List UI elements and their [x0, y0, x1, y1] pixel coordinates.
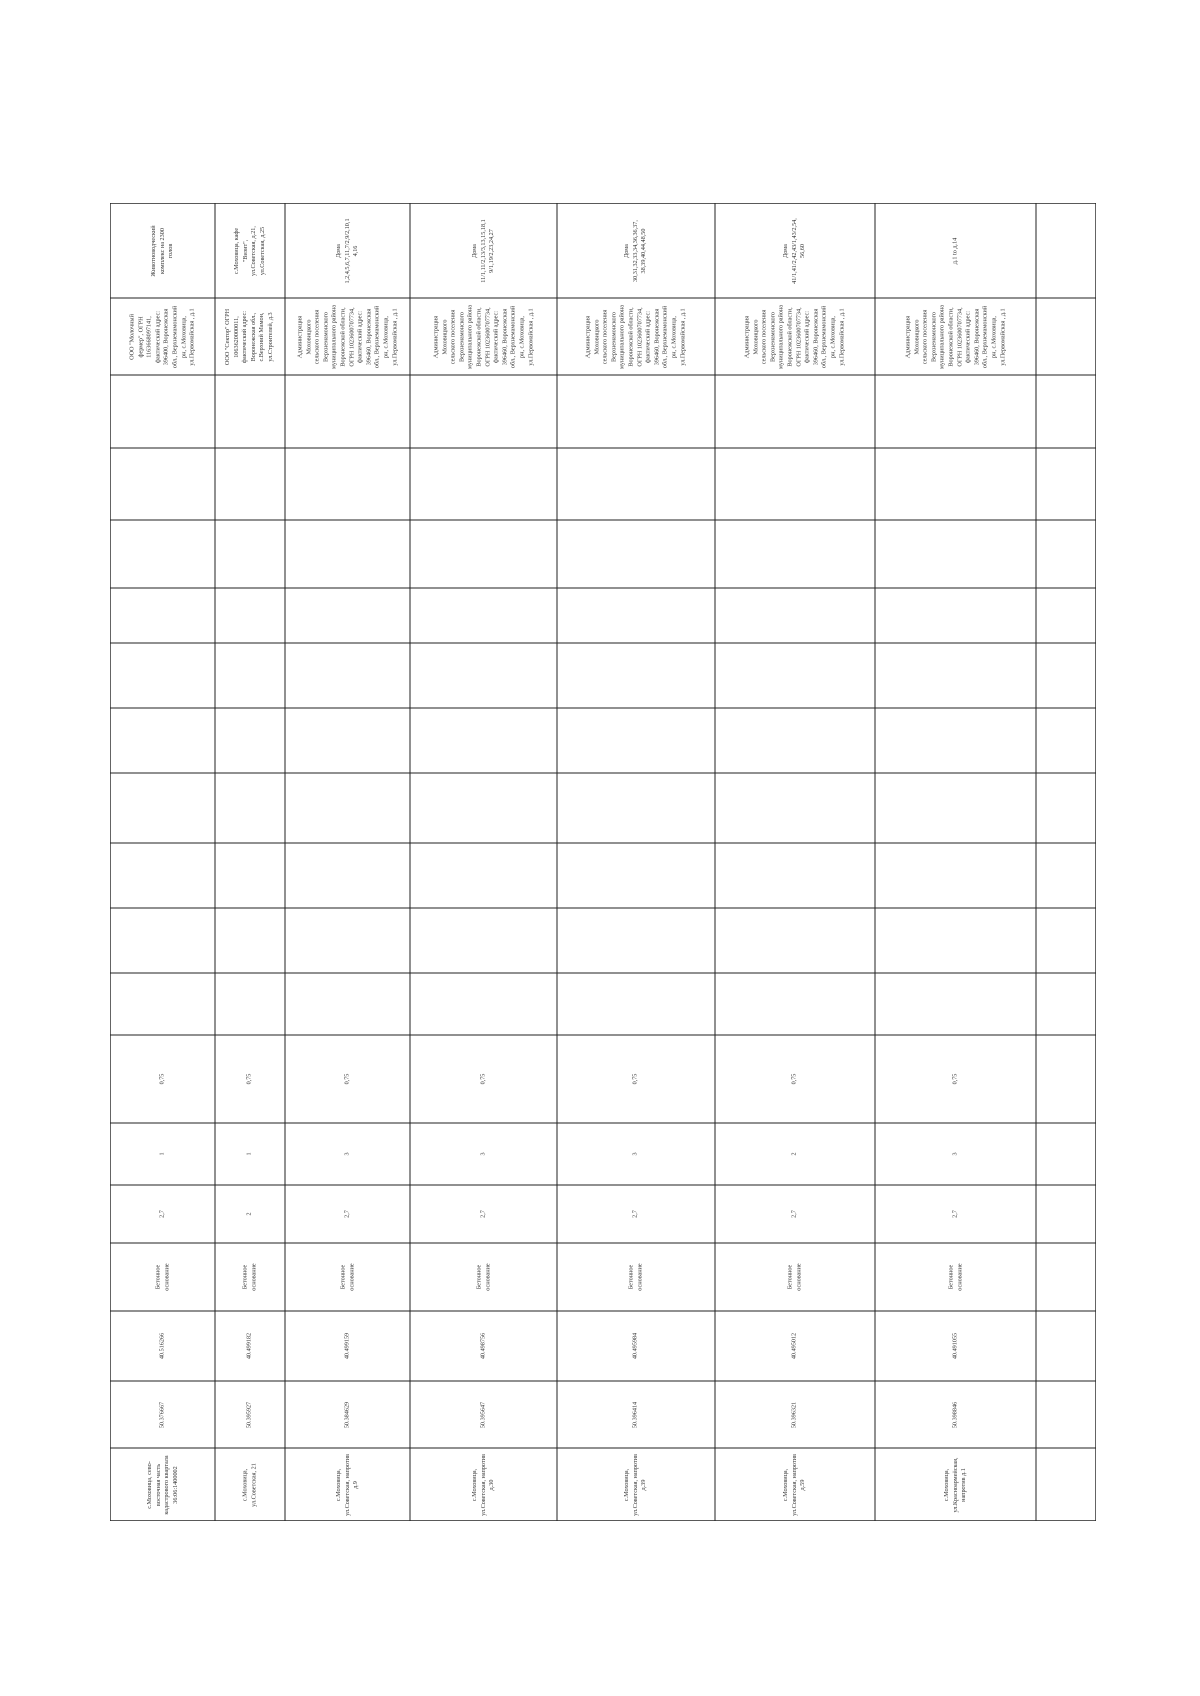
cell-surface [557, 1243, 715, 1311]
cell-text-lon: 40.498756 [479, 1332, 487, 1360]
cell-text-lat: 50.396321 [790, 1401, 798, 1428]
cell-address [875, 1448, 1036, 1521]
cell-lon [557, 1311, 715, 1381]
cell-text-address: с.Моховица, ул.Красноармейская, напротив д.1 [942, 1456, 967, 1513]
cell-lon [110, 1311, 215, 1381]
cell-lat [410, 1381, 557, 1448]
cell-count [715, 1123, 875, 1185]
cell-count [215, 1123, 285, 1185]
cell-area [285, 1185, 410, 1243]
cell-sources [715, 203, 875, 298]
cell-text-surface: Бетонное основание [241, 1263, 257, 1291]
cell-text-lon: 40.495012 [790, 1332, 798, 1360]
cell-text-area: 2 [245, 1212, 253, 1216]
cell-surface [410, 1243, 557, 1311]
cell-area [715, 1185, 875, 1243]
cell-address [715, 1448, 875, 1521]
cell-text-surface: Бетонное основание [627, 1263, 643, 1291]
cell-text-lon: 40.491055 [951, 1332, 959, 1360]
cell-text-volume: 0,75 [343, 1073, 351, 1085]
cell-text-count: 1 [158, 1152, 166, 1156]
cell-text-surface: Бетонное основание [474, 1263, 491, 1291]
cell-text-area: 2,7 [951, 1210, 959, 1218]
cell-owner [557, 298, 715, 375]
cell-text-owner: Администрация Моховицкого сельского поселения Верхнемамонского муниципального района Воронежской области, ОГРН 1023600707734, фактический адрес: 396460, Воронежская обл., Верхнемамонский рн, с.Моховица, ул.Первомайская , д.1 [903, 304, 1006, 369]
cell-text-volume: 0,75 [631, 1073, 639, 1085]
cell-surface [215, 1243, 285, 1311]
cell-address [557, 1448, 715, 1521]
cell-volume [285, 1035, 410, 1123]
cell-lat [715, 1381, 875, 1448]
cell-text-count: 3 [343, 1152, 351, 1156]
cell-lon [875, 1311, 1036, 1381]
cell-lat [557, 1381, 715, 1448]
cell-address [110, 1448, 215, 1521]
cell-text-sources: д.1 to д.14 [951, 237, 959, 264]
cell-text-lon: 40.499182 [245, 1332, 253, 1360]
cell-text-volume: 0,75 [158, 1073, 166, 1085]
cell-sources [285, 203, 410, 298]
cell-text-area: 2,7 [790, 1210, 798, 1218]
cell-lat [110, 1381, 215, 1448]
cell-text-area: 2,7 [343, 1210, 351, 1218]
cell-text-owner: ООО "Молочный фермер", ОГРН 1163668097141, фактический адрес: 396400, Воронежская обл., Верхнемамонский рн, с.Моховица, ул.Первомайская , д.1 [128, 305, 196, 368]
cell-owner [715, 298, 875, 375]
cell-text-lat: 50.395927 [245, 1401, 253, 1428]
cell-text-count: 2 [790, 1152, 798, 1156]
cell-volume [215, 1035, 285, 1123]
cell-lat [875, 1381, 1036, 1448]
cell-sources [875, 203, 1036, 298]
cell-count [557, 1123, 715, 1185]
cell-text-owner: Администрация Моховицкого сельского поселения Верхнемамонского муниципального района Воронежской области, ОГРН 1023600707734, фактический адрес: 396460, Воронежская обл., Верхнемамонский рн, с.Моховица, ул.Первомайская , д.1 [584, 304, 686, 369]
cell-text-volume: 0,75 [790, 1073, 798, 1085]
cell-text-surface: Бетонное основание [946, 1263, 963, 1291]
cell-text-lon: 40.516266 [158, 1332, 166, 1360]
cell-surface [875, 1243, 1036, 1311]
cell-volume [110, 1035, 215, 1123]
cell-text-address: с.Моховица, ул.Советская, напротив д.9 [334, 1453, 359, 1516]
cell-text-lat: 50.398846 [951, 1401, 959, 1428]
cell-lon [715, 1311, 875, 1381]
cell-text-count: 3 [951, 1152, 959, 1156]
cell-text-count: 1 [245, 1152, 253, 1156]
cell-lat [285, 1381, 410, 1448]
cell-text-count: 3 [479, 1152, 487, 1156]
cell-surface [285, 1243, 410, 1311]
cell-text-surface: Бетонное основание [153, 1263, 170, 1291]
cell-text-volume: 0,75 [479, 1073, 487, 1085]
cell-text-lat: 50.376667 [158, 1401, 166, 1428]
cell-count [875, 1123, 1036, 1185]
cell-sources [410, 203, 557, 298]
cell-area [410, 1185, 557, 1243]
cell-text-lon: 40.499159 [343, 1332, 351, 1360]
cell-owner [285, 298, 410, 375]
cell-text-area: 2,7 [631, 1210, 639, 1218]
cell-text-lat: 50.396414 [631, 1401, 639, 1428]
cell-count [285, 1123, 410, 1185]
cell-lon [285, 1311, 410, 1381]
cell-text-owner: Администрация Моховицкого сельского поселения Верхнемамонского муниципального района Воронежской области, ОГРН 1023600707734, фактический адрес: 396460, Воронежская обл., Верхнемамонский рн, с.Моховица, ул.Первомайская , д.1 [295, 304, 398, 369]
cell-volume [715, 1035, 875, 1123]
cell-owner [875, 298, 1036, 375]
cell-lon [215, 1311, 285, 1381]
cell-text-owner: Администрация Моховицкого сельского поселения Верхнемамонского муниципального района Воронежской области, ОГРН 1023600707734, фактический адрес: 396460, Воронежская обл., Верхнемамонский рн, с.Моховица, ул.Первомайская , д.1 [431, 304, 534, 369]
cell-text-lon: 40.495984 [631, 1332, 639, 1360]
cell-text-owner: Администрация Моховицкого сельского поселения Верхнемамонского муниципального района Воронежской области, ОГРН 1023600707734, фактический адрес: 396460, Воронежская обл., Верхнемамонский рн, с.Моховица, ул.Первомайская , д.1 [743, 304, 845, 369]
cell-text-volume: 0,75 [951, 1073, 959, 1085]
cell-sources [557, 203, 715, 298]
cell-area [215, 1185, 285, 1243]
cell-owner [110, 298, 215, 375]
cell-text-address: с.Моховица, сево- восточная часть кадастрового квартала 36:06:1400002 [145, 1454, 179, 1515]
cell-area [110, 1185, 215, 1243]
cell-volume [875, 1035, 1036, 1123]
cell-text-area: 2,7 [479, 1210, 487, 1218]
cell-text-owner: ООО "Сектор" ОГРН 1063620000011, фактический адрес: Воронежская обл., с.Верхний Мамон, ул.Строителей, д.3 [224, 308, 275, 365]
cell-sources [110, 203, 215, 298]
cell-text-lat: 50.384629 [343, 1401, 351, 1428]
cell-text-sources: Дома 30,31,32,33,34,36,36,37, 38,39,40,44,48,50 [623, 219, 648, 282]
cell-volume [557, 1035, 715, 1123]
cell-text-surface: Бетонное основание [786, 1263, 802, 1291]
cell-lon [410, 1311, 557, 1381]
cell-text-sources: с.Моховица, кафе "Визит", ул.Советская, д.21, ул.Советская, д.25 [232, 225, 266, 276]
cell-surface [715, 1243, 875, 1311]
cell-text-volume: 0,75 [245, 1073, 253, 1085]
cell-surface [110, 1243, 215, 1311]
cell-text-sources: Дома 41/1,41/2,42,43/1,43/2,54, 56,60 [782, 217, 807, 284]
cell-owner [215, 298, 285, 375]
cell-address [410, 1448, 557, 1521]
cell-sources [215, 203, 285, 298]
cell-text-area: 2,7 [158, 1210, 166, 1218]
cell-address [215, 1448, 285, 1521]
cell-text-address: с.Моховица, ул.Советская, 21 [241, 1462, 257, 1507]
cell-text-address: с.Моховица, ул.Советская, напротив д.39 [623, 1453, 648, 1516]
cell-owner [410, 298, 557, 375]
cell-text-address: с.Моховица, ул.Советская, напротив д.59 [782, 1453, 807, 1516]
cell-text-count: 3 [631, 1152, 639, 1156]
cell-text-sources: Дома 1,2,4,5,6,7,11,7/2,9/2,10,1 4,16 [334, 217, 359, 284]
cell-volume [410, 1035, 557, 1123]
cell-area [557, 1185, 715, 1243]
cell-lat [215, 1381, 285, 1448]
cell-count [410, 1123, 557, 1185]
cell-address [285, 1448, 410, 1521]
cell-text-sources: Животноводческий комплекс на 2300 голов [149, 224, 174, 277]
cell-count [110, 1123, 215, 1185]
cell-text-surface: Бетонное основание [338, 1263, 355, 1291]
cell-text-lat: 50.395647 [479, 1401, 487, 1428]
cell-text-address: с.Моховица, ул.Советская, напротив д.30 [470, 1453, 495, 1516]
cell-area [875, 1185, 1036, 1243]
cell-text-sources: Дома 11/1,11/2,13/3,13,15,18,1 9/1,19/2,23,24,27 [470, 218, 495, 283]
